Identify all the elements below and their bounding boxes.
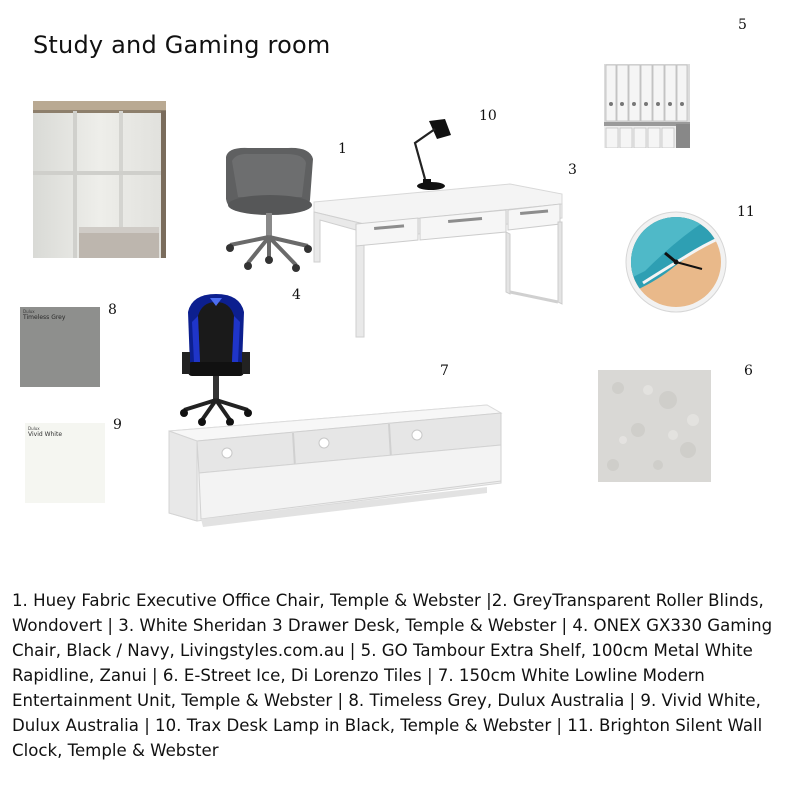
white-desk-image [310,182,565,342]
vivid-white-swatch [25,423,105,503]
label-3: 3 [568,162,577,178]
label-10: 10 [479,108,497,124]
timeless-grey-swatch [20,307,100,387]
label-8: 8 [108,302,117,318]
swatch-name: Timeless Grey [23,314,66,321]
label-7: 7 [440,363,449,379]
entertainment-unit-image [167,403,505,533]
swatch-name: Vivid White [28,431,63,438]
swatch-brand: Dulux [28,426,40,431]
swatch-brand: Dulux [23,309,35,314]
label-1: 1 [338,141,347,157]
product-list-caption: 1. Huey Fabric Executive Office Chair, Temple & Webster |2. GreyTransparent Roller Blinds, Wondovert | 3. White Sheridan 3 Drawer Desk, Temple & Webster | 4. ONEX GX330 Gaming Chair, Black / Navy, Livingstyles.com.au | 5. GO Tambour Extra Shelf, 100cm Metal White Rapidline, Zanui | 6. E-Street Ice, Di Lorenzo Tiles | 7. 150cm White Lowline Modern Entertainment Unit, Temple & Webster | 8. Timeless Grey, Dulux Australia | 9. Vivid White, Dulux Australia | 10. Trax Desk Lamp in Black, Temple & Webster | 11. Brighton Silent Wall Clock, Temple & Webster [12,591,773,760]
page-title: Study and Gaming room [33,31,331,59]
tile-texture [598,370,711,482]
tambour-shelf-image [604,64,690,148]
desk-lamp-image [405,117,455,192]
label-5: 5 [738,17,747,33]
roller-blind-image [33,101,166,258]
label-6: 6 [744,363,753,379]
label-9: 9 [113,417,122,433]
wall-clock-image [625,211,727,313]
label-4: 4 [292,287,301,303]
tile-sample-image [598,370,711,482]
label-11: 11 [737,204,755,220]
office-chair-image [218,145,318,273]
